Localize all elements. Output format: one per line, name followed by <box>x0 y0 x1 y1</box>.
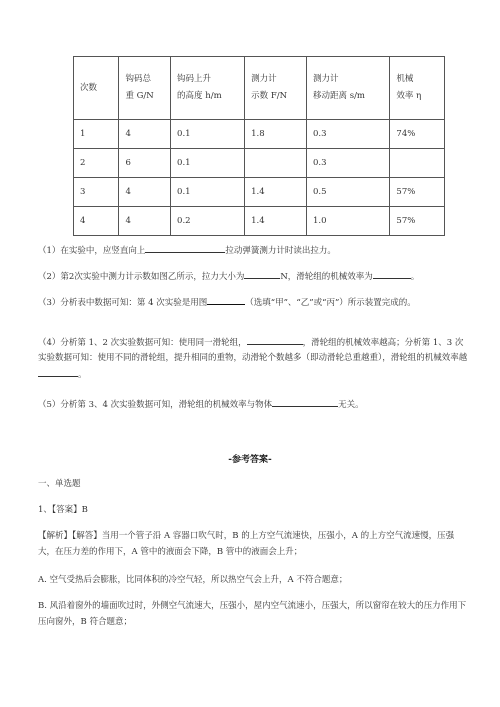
answer-key: 1、【答案】B <box>38 505 88 515</box>
question-text: 无关。 <box>338 400 364 410</box>
question-text: （5）分析第 3、4 次实验数据可知，滑轮组的机械效率与物体 <box>38 400 273 410</box>
question-text: 。 <box>78 370 87 380</box>
answer-blank[interactable] <box>272 396 338 407</box>
header-line: 钩码总 <box>125 74 151 84</box>
header-line: 测力计 <box>313 74 339 84</box>
question-4 <box>38 334 468 383</box>
question-text: （2）第2次实验中测力计示数如图乙所示，拉力大小为 <box>38 272 245 282</box>
table-cell: 2 <box>74 149 119 178</box>
answer-blank[interactable] <box>244 268 280 279</box>
question-text: （3）分析表中数据可知：第 4 次实验是用图 <box>38 298 208 308</box>
answer-blank[interactable] <box>247 334 303 345</box>
option-a-explanation: A. 空气受热后会膨胀，比同体积的冷空气轻，所以热空气会上升，A 不符合题意； <box>38 575 348 585</box>
question-text: 拉动弹簧测力计时读出拉力。 <box>225 246 336 256</box>
experiment-data-table <box>73 56 445 236</box>
table-cell: 0.5 <box>307 178 390 207</box>
answers-title: -参考答案- <box>228 455 272 465</box>
question-text: （1）在实验中，应竖直向上 <box>38 246 146 256</box>
table-cell: 4 <box>119 120 171 149</box>
table-cell: 1.4 <box>245 178 307 207</box>
answer-blank[interactable] <box>38 366 78 377</box>
table-row <box>74 207 445 236</box>
header-force-reading <box>245 57 307 120</box>
table-cell: 1.8 <box>245 120 307 149</box>
table-cell: 0.3 <box>307 149 390 178</box>
header-hook-weight <box>119 57 171 120</box>
header-efficiency <box>390 57 445 120</box>
header-line: 效率 η <box>396 91 422 101</box>
header-rise-height <box>171 57 245 120</box>
table-cell: 0.1 <box>171 149 245 178</box>
table-cell: 1.4 <box>245 207 307 236</box>
answer-blank[interactable] <box>373 268 411 279</box>
question-text: （4）分析第 1、2 次实验数据可知：使用同一滑轮组， <box>38 338 247 348</box>
question-text: N，滑轮组的机械效率为 <box>280 272 373 282</box>
table-cell: 1 <box>74 120 119 149</box>
question-2 <box>38 268 468 285</box>
table-cell: 74% <box>390 120 445 149</box>
question-text: ，滑轮组的机械效率越高；分析第 1、3 次实验数据可知：使用不同的滑轮组，提升相同的重物，动滑轮个数越多（即动滑轮总重越重），滑轮组的机械效率越 <box>38 338 468 363</box>
header-line: 移动距离 s/m <box>313 91 365 101</box>
table-header-row <box>74 57 445 120</box>
header-line: 测力计 <box>251 74 277 84</box>
table-cell: 4 <box>119 178 171 207</box>
table-row <box>74 120 445 149</box>
table-row <box>74 178 445 207</box>
header-line: 重 G/N <box>125 91 154 101</box>
table-cell: 3 <box>74 178 119 207</box>
table-cell: 0.3 <box>307 120 390 149</box>
table-cell: 6 <box>119 149 171 178</box>
table-cell: 1.0 <box>307 207 390 236</box>
table-cell <box>245 149 307 178</box>
table-cell: 0.1 <box>171 178 245 207</box>
analysis-text: 【解析】【解答】当用一个管子沿 A 容器口吹气时，B 的上方空气流速快，压强小，A 的上方空气流速慢，压强大，在压力差的作用下，A 管中的液面会下降，B 管中的液面会上升； <box>38 531 455 557</box>
question-3 <box>38 294 468 311</box>
table-cell: 57% <box>390 178 445 207</box>
table-row <box>74 149 445 178</box>
header-line: 示数 F/N <box>251 91 288 101</box>
table-cell <box>390 149 445 178</box>
header-line: 钩码上升 <box>177 74 212 84</box>
table-cell: 4 <box>119 207 171 236</box>
header-trial-number <box>74 57 119 120</box>
header-line: 机械 <box>396 74 414 84</box>
table-cell: 4 <box>74 207 119 236</box>
option-b-explanation: B. 风沿着窗外的墙面吹过时，外侧空气流速大，压强小，屋内空气流速小，压强大，所以窗帘在较大的压力作用下压向窗外，B 符合题意； <box>38 601 467 627</box>
table-cell: 0.2 <box>171 207 245 236</box>
header-line: 次数 <box>80 82 98 93</box>
table-cell: 0.1 <box>171 120 245 149</box>
table-cell: 57% <box>390 207 445 236</box>
question-text: 。 <box>410 272 420 282</box>
answer-blank[interactable] <box>207 294 245 305</box>
question-text: （选填“甲”、“乙”或“丙”）所示装置完成的。 <box>245 298 416 308</box>
question-1 <box>38 242 468 259</box>
section-heading: 一、单选题 <box>38 479 81 489</box>
header-line: 的高度 h/m <box>177 91 222 101</box>
question-5 <box>38 396 468 413</box>
header-pull-distance <box>307 57 390 120</box>
answer-blank[interactable] <box>145 242 225 253</box>
